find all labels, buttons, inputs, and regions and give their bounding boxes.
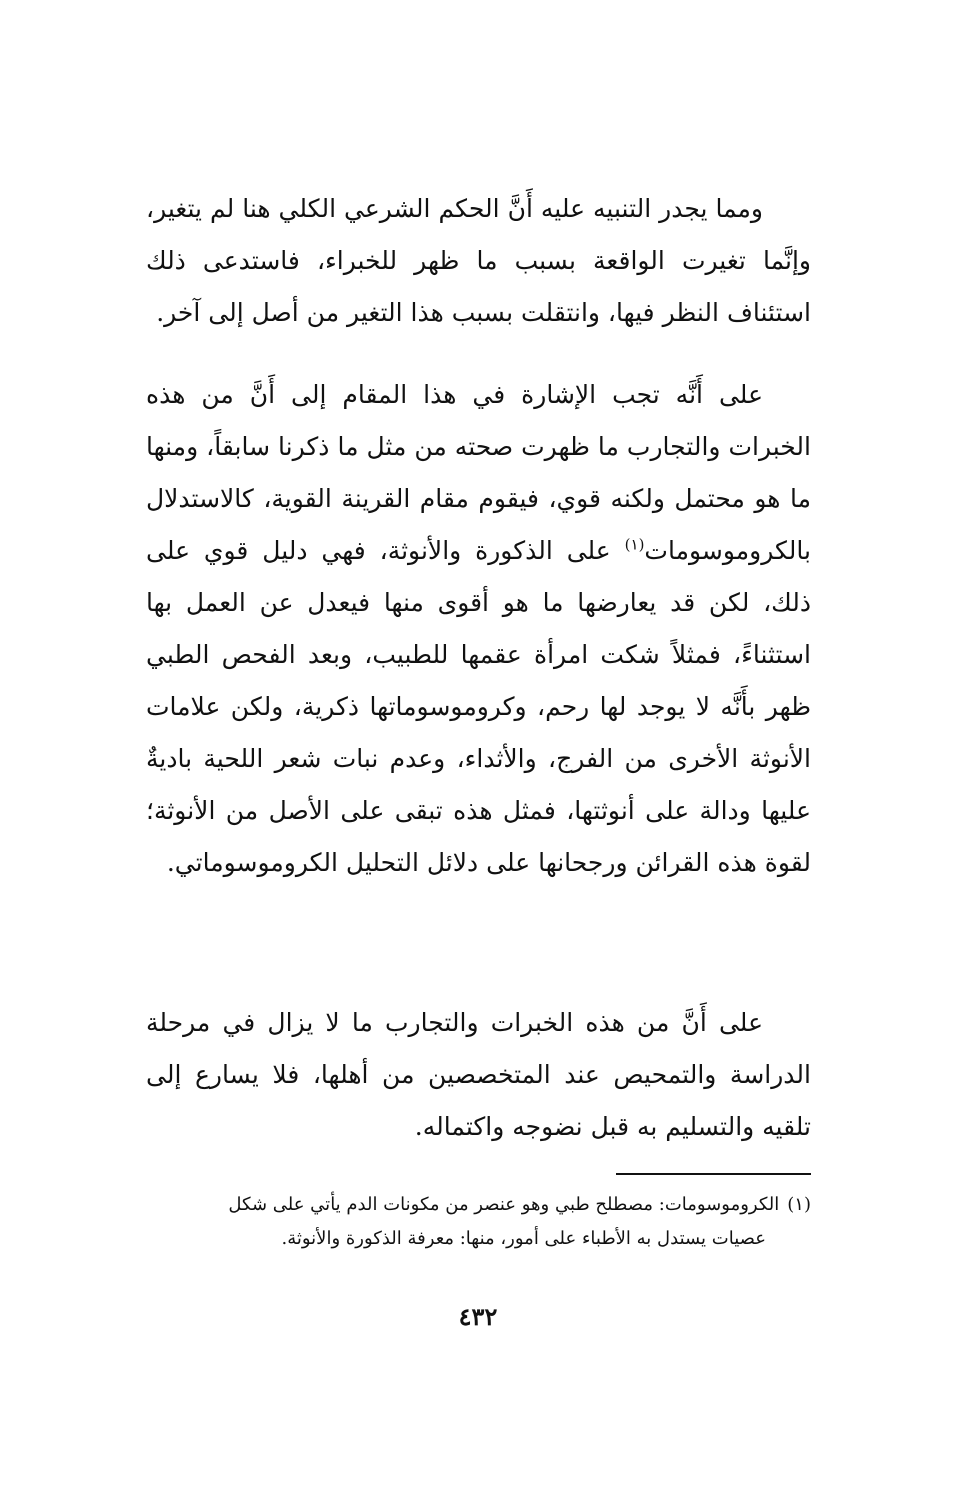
footnote-separator bbox=[616, 1173, 811, 1175]
paragraph-2-text bbox=[146, 369, 811, 889]
footnote-number: (١) bbox=[787, 1194, 811, 1215]
paragraph-2-part-2: على الذكورة والأنوثة، فهي دليل قوي على ذلك، لكن قد يعارضها ما هو أقوى منها فيعدل عن العمل بها استثناءً، فمثلاً شكت امرأة عقمها للطبيب، وبعد الفحص الطبي ظهر بأَنَّه لا يوجد لها رحم، وكروموسوماتها ذكرية، ولكن علامات الأنوثة الأخرى من الفرج، والأثداء، وعدم نبات شعر اللحية باديةٌ عليها ودالة على أنوثتها، فمثل هذه تبقى على الأصل من الأنوثة؛ لقوة هذه القرائن ورجحانها على دلائل التحليل الكروموسوماتي. bbox=[146, 536, 811, 877]
footnote bbox=[146, 1188, 811, 1256]
footnote-line-2: عصيات يستدل به الأطباء على أمور، منها: معرفة الذكورة والأنوثة. bbox=[281, 1228, 766, 1249]
paragraph-3-text: على أَنَّ من هذه الخبرات والتجارب ما لا يزال في مرحلة الدراسة والتمحيص عند المتخصصين من أهلها، فلا يسارع إلى تلقيه والتسليم به قبل نضوجه واكتماله. bbox=[146, 1008, 811, 1141]
page-number: ٤٣٢ bbox=[458, 1302, 498, 1331]
footnote-reference: (١) bbox=[624, 535, 645, 554]
paragraph-2 bbox=[146, 369, 811, 889]
paragraph-1-text: ومما يجدر التنبيه عليه أَنَّ الحكم الشرعي الكلي هنا لم يتغير، وإنَّما تغيرت الواقعة بسبب ما ظهر للخبراء، فاستدعى ذلك استئناف النظر فيها، وانتقلت بسبب هذا التغير من أصل إلى آخر. bbox=[146, 194, 811, 327]
paragraph-3 bbox=[146, 997, 811, 1153]
paragraph-2-part-1: على أَنَّه تجب الإشارة في هذا المقام إلى أَنَّ من هذه الخبرات والتجارب ما ظهرت صحته من مثل ما ذكرنا سابقاً، ومنها ما هو محتمل ولكنه قوي، فيقوم مقام القرينة القوية، كالاستدلال بالكروموسومات bbox=[146, 380, 811, 565]
paragraph-1 bbox=[146, 183, 811, 339]
footnote-line-1: الكروموسومات: مصطلح طبي وهو عنصر من مكونات الدم يأتي على شكل bbox=[228, 1194, 780, 1215]
